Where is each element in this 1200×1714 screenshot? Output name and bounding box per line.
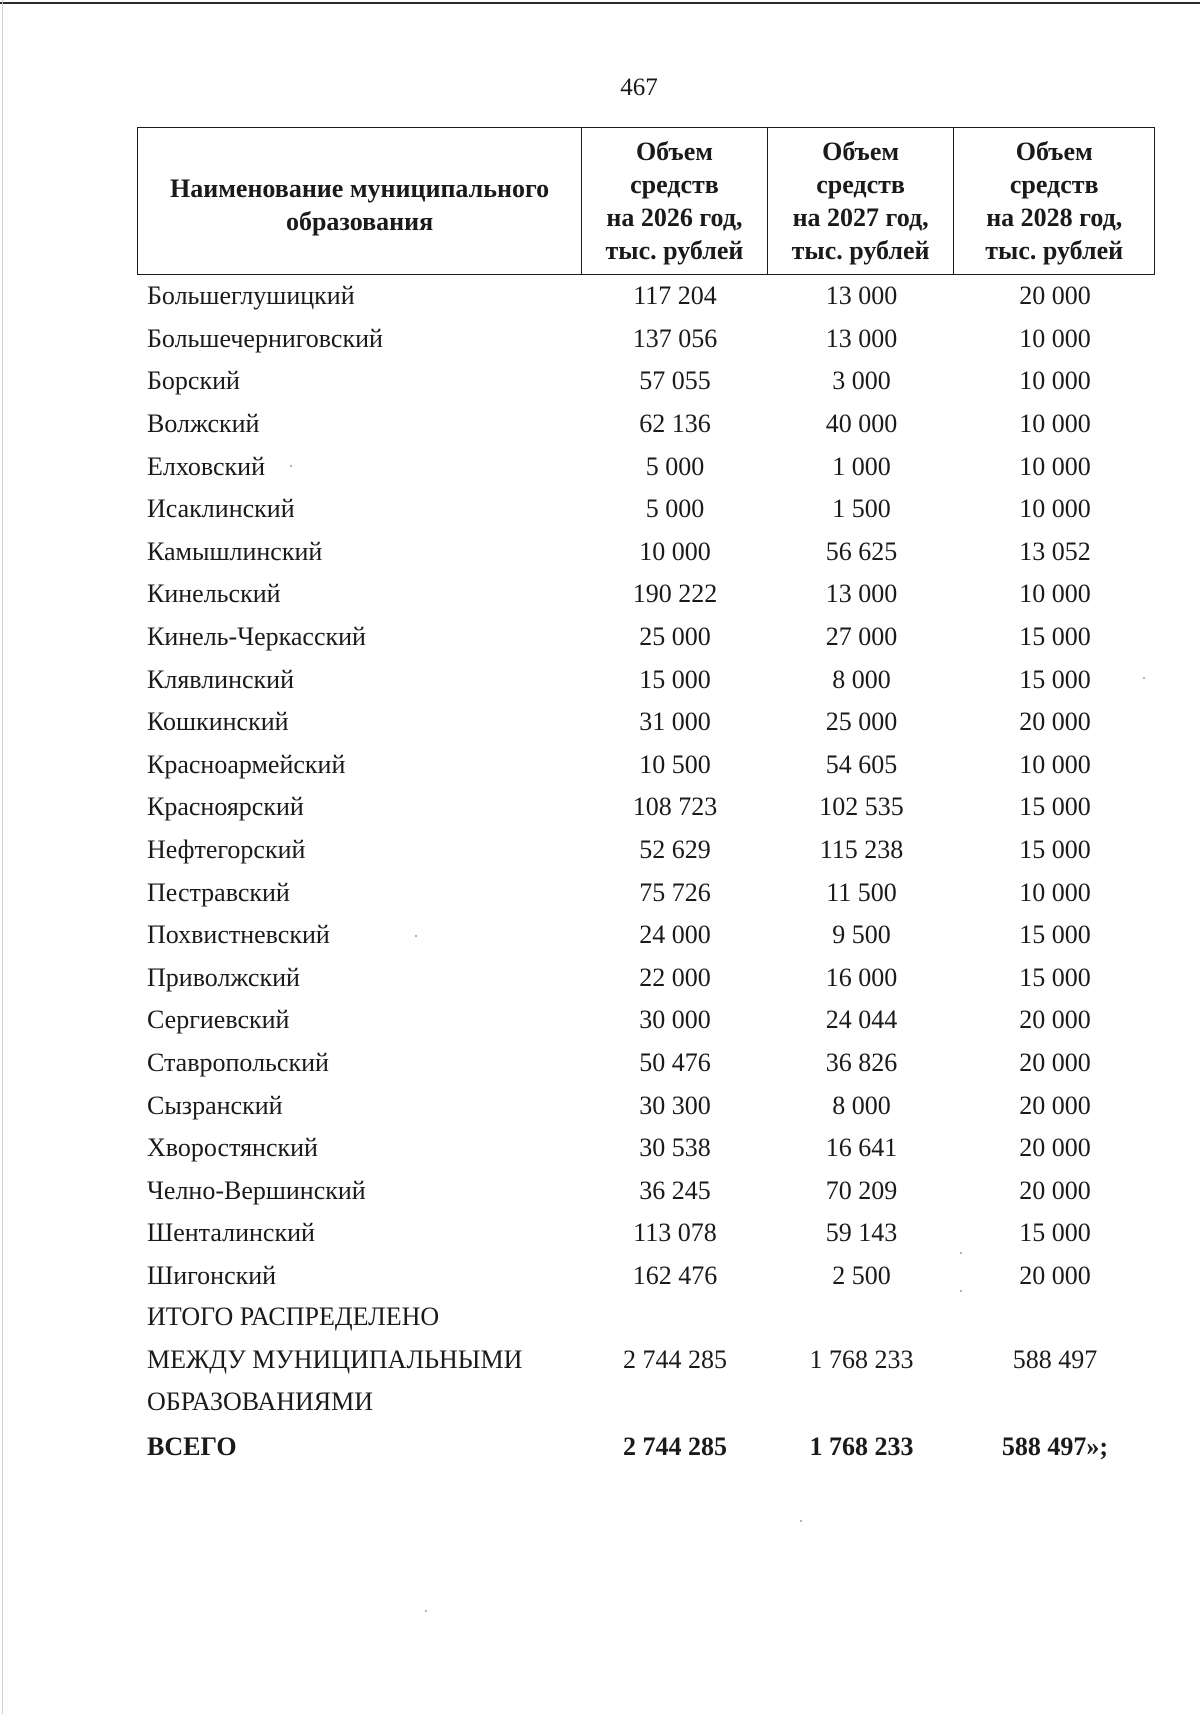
table-row [137, 403, 1155, 446]
table-row [137, 318, 1155, 361]
table-header [137, 127, 1155, 275]
municipality-name-cell: Большечерниговский [147, 323, 383, 353]
value-2027-cell: 102 535 [819, 792, 904, 822]
value-2028-cell: 20 000 [1019, 1047, 1091, 1077]
value-2027-cell: 115 238 [819, 835, 904, 865]
value-2028-cell: 10 000 [1019, 366, 1091, 396]
distributed-total-2027: 1 768 233 [809, 1344, 914, 1374]
value-2028-cell: 20 000 [1019, 1260, 1091, 1290]
table-row [137, 573, 1155, 616]
value-2026-cell: 22 000 [639, 962, 711, 992]
table-row [137, 1212, 1155, 1255]
table-row [137, 744, 1155, 787]
value-2027-cell: 24 044 [825, 1005, 898, 1035]
value-2026-cell: 15 000 [639, 664, 711, 694]
value-2028-cell: 15 000 [1019, 792, 1091, 822]
value-2028-cell: 20 000 [1019, 1175, 1091, 1205]
table-row [137, 616, 1155, 659]
value-2028-cell: 10 000 [1019, 494, 1091, 524]
value-2028-cell: 20 000 [1019, 281, 1091, 311]
municipality-name-cell: Кинельский [147, 579, 281, 609]
value-2027-cell: 1 000 [832, 451, 891, 481]
municipality-name-cell: Приволжский [147, 962, 300, 992]
distributed-total-label-line1: ИТОГО РАСПРЕДЕЛЕНО [147, 1302, 440, 1331]
value-2026-cell: 5 000 [645, 451, 705, 481]
value-2028-cell: 15 000 [1019, 1218, 1091, 1248]
scan-speck [415, 935, 417, 937]
value-2027-cell: 54 605 [825, 749, 898, 779]
municipality-name-cell: Шенталинский [147, 1218, 315, 1248]
left-edge-line [2, 0, 3, 1714]
grand-total-row [137, 1426, 1155, 1468]
table-row [137, 531, 1155, 574]
value-2026-cell: 30 000 [639, 1005, 711, 1035]
municipality-name-cell: Елховский [147, 451, 265, 481]
value-2026-cell: 113 078 [633, 1218, 717, 1248]
value-2026-cell: 25 000 [639, 622, 711, 652]
table-row [137, 871, 1155, 914]
value-2026-cell: 57 055 [639, 366, 711, 396]
value-2028-cell: 10 000 [1019, 579, 1091, 609]
header-municipality-name: Наименование муниципального образования [138, 128, 582, 274]
municipality-name-cell: Хворостянский [147, 1133, 318, 1163]
table-row [137, 829, 1155, 872]
value-2028-cell: 20 000 [1019, 1005, 1091, 1035]
municipality-name-cell: Камышлинский [147, 536, 323, 566]
value-2026-cell: 162 476 [632, 1260, 718, 1290]
distributed-total-label-line2: МЕЖДУ МУНИЦИПАЛЬНЫМИ [147, 1344, 523, 1374]
municipality-name-cell: Пестравский [147, 877, 290, 907]
header-2027-volume: Объем средств на 2027 год, тыс. рублей [768, 128, 955, 274]
scan-speck [1143, 677, 1145, 679]
value-2027-cell: 9 500 [832, 920, 891, 950]
table-row [137, 275, 1155, 318]
municipality-name-cell: Нефтегорский [147, 835, 306, 865]
value-2027-cell: 16 000 [825, 962, 898, 992]
value-2026-cell: 190 222 [632, 579, 718, 609]
table-row [137, 360, 1155, 403]
municipality-name-cell: Волжский [147, 409, 260, 439]
value-2027-cell: 25 000 [825, 707, 898, 737]
value-2028-cell: 13 052 [1019, 536, 1091, 566]
value-2027-cell: 8 000 [832, 1090, 891, 1120]
municipality-name-cell: Сергиевский [147, 1005, 290, 1035]
value-2027-cell: 11 500 [826, 877, 897, 907]
scan-speck [800, 1520, 802, 1522]
value-2027-cell: 16 641 [825, 1133, 898, 1163]
value-2026-cell: 117 204 [633, 281, 717, 311]
grand-total-2028: 588 497»; [1001, 1432, 1109, 1461]
value-2027-cell: 13 000 [825, 281, 898, 311]
value-2026-cell: 50 476 [639, 1047, 711, 1077]
table-row [137, 1169, 1155, 1212]
municipality-name-cell: Шигонский [147, 1260, 277, 1290]
value-2028-cell: 15 000 [1019, 920, 1091, 950]
grand-total-2026: 2 744 285 [623, 1432, 727, 1461]
municipality-name-cell: Кинель-Черкасский [147, 622, 366, 652]
value-2026-cell: 52 629 [639, 835, 711, 865]
table-row [137, 1127, 1155, 1170]
value-2028-cell: 20 000 [1019, 1090, 1091, 1120]
municipality-name-cell: Большеглушицкий [147, 281, 355, 311]
municipality-name-cell: Борский [147, 366, 240, 396]
value-2027-cell: 27 000 [825, 622, 898, 652]
value-2028-cell: 10 000 [1019, 409, 1091, 439]
value-2027-cell: 56 625 [825, 536, 898, 566]
value-2028-cell: 10 000 [1019, 877, 1091, 907]
grand-total-label: ВСЕГО [147, 1432, 237, 1461]
value-2027-cell: 8 000 [832, 664, 891, 694]
distributed-total-label-line3: ОБРАЗОВАНИЯМИ [147, 1387, 374, 1417]
header-2028-volume: Объем средств на 2028 год, тыс. рублей [985, 137, 1124, 265]
scan-speck [960, 1290, 962, 1292]
page-number: 467 [620, 74, 658, 101]
value-2028-cell: 10 000 [1019, 451, 1091, 481]
table-row [137, 1042, 1155, 1085]
value-2026-cell: 30 538 [639, 1133, 711, 1163]
table-row [137, 488, 1155, 531]
grand-total-2027: 1 768 233 [809, 1432, 914, 1461]
value-2028-cell: 20 000 [1019, 1133, 1091, 1163]
value-2027-cell: 1 500 [832, 494, 891, 524]
value-2026-cell: 137 056 [632, 323, 718, 353]
distributed-total-values [582, 1339, 1155, 1382]
scan-speck [290, 465, 292, 467]
municipality-name-cell: Челно-Вершинский [147, 1175, 366, 1205]
value-2028-cell: 20 000 [1019, 707, 1091, 737]
table-row [137, 786, 1155, 829]
value-2026-cell: 108 723 [632, 792, 718, 822]
table-row [137, 701, 1155, 744]
value-2027-cell: 59 143 [825, 1218, 898, 1248]
value-2026-cell: 75 726 [639, 877, 711, 907]
value-2026-cell: 24 000 [639, 920, 711, 950]
value-2027-cell: 13 000 [825, 323, 898, 353]
municipality-name-cell: Красноярский [147, 792, 304, 822]
value-2028-cell: 10 000 [1019, 749, 1091, 779]
table-row [137, 658, 1155, 701]
municipality-name-cell: Красноармейский [147, 749, 346, 779]
value-2026-cell: 36 245 [639, 1175, 711, 1205]
value-2028-cell: 15 000 [1019, 622, 1091, 652]
distributed-total-2026: 2 744 285 [623, 1344, 727, 1374]
distributed-total-label [147, 1296, 522, 1424]
table-row [137, 1255, 1155, 1298]
value-2027-cell: 13 000 [825, 579, 898, 609]
distributed-total-2028: 588 497 [1012, 1344, 1098, 1374]
municipality-name-cell: Кошкинский [147, 707, 289, 737]
municipality-name-cell: Похвистневский [147, 920, 330, 950]
value-2028-cell: 15 000 [1019, 962, 1091, 992]
municipality-name-cell: Исаклинский [147, 494, 295, 524]
table-body [137, 275, 1155, 1297]
value-2028-cell: 15 000 [1019, 664, 1091, 694]
municipality-name-cell: Клявлинский [147, 664, 295, 694]
table-row [137, 999, 1155, 1042]
municipality-name-cell: Ставропольский [147, 1047, 329, 1077]
municipality-name-cell: Сызранский [147, 1090, 283, 1120]
value-2027-cell: 70 209 [825, 1175, 898, 1205]
top-border-line [0, 2, 1200, 4]
scan-speck [960, 1252, 962, 1254]
value-2027-cell: 40 000 [825, 409, 898, 439]
header-2026-volume: Объем средств на 2026 год, тыс. рублей [582, 128, 768, 274]
value-2026-cell: 31 000 [639, 707, 711, 737]
table-row [137, 914, 1155, 957]
table-row [137, 1084, 1155, 1127]
value-2027-cell: 3 000 [832, 366, 891, 396]
value-2028-cell: 10 000 [1019, 323, 1091, 353]
value-2026-cell: 62 136 [639, 409, 711, 439]
value-2026-cell: 30 300 [639, 1090, 711, 1120]
value-2028-cell: 15 000 [1019, 835, 1091, 865]
value-2026-cell: 5 000 [645, 494, 705, 524]
value-2027-cell: 36 826 [825, 1047, 898, 1077]
table-row [137, 957, 1155, 1000]
value-2026-cell: 10 500 [639, 749, 711, 779]
value-2026-cell: 10 000 [639, 536, 711, 566]
value-2027-cell: 2 500 [832, 1260, 891, 1290]
scan-speck [425, 1610, 427, 1612]
